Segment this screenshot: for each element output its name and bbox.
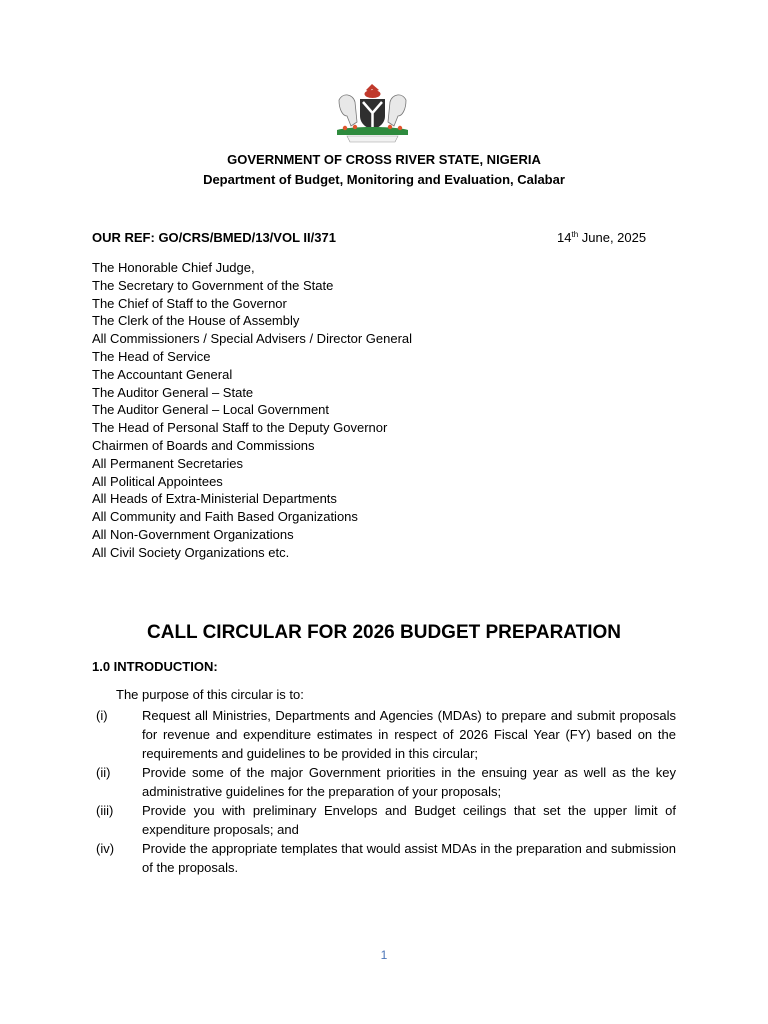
- letter-date: [557, 230, 646, 245]
- item-number: (ii): [96, 765, 111, 780]
- reference-number: OUR REF: GO/CRS/BMED/13/VOL II/371: [92, 230, 336, 245]
- purpose-list: [96, 706, 676, 877]
- date-suffix: th: [571, 230, 579, 239]
- item-text: Request all Ministries, Departments and Agencies (MDAs) to prepare and submit proposals for revenue and expenditure estimates in respect of 2026 Fiscal Year (FY) based on the requirements and guidelines to be provided in this circular;: [142, 708, 676, 761]
- purpose-item: [96, 801, 676, 839]
- date-day: 14: [557, 230, 572, 245]
- recipient-item: The Head of Service: [92, 348, 211, 364]
- government-name: GOVERNMENT OF CROSS RIVER STATE, NIGERIA: [227, 152, 541, 167]
- intro-text: The purpose of this circular is to:: [116, 687, 304, 702]
- page-number: 1: [380, 948, 388, 962]
- item-text: Provide the appropriate templates that would assist MDAs in the preparation and submission of the proposals.: [142, 841, 676, 875]
- recipient-item: All Permanent Secretaries: [92, 455, 244, 471]
- recipient-item: All Commissioners / Special Advisers / Director General: [92, 331, 413, 347]
- item-number: (i): [96, 708, 108, 723]
- recipient-item: All Non-Government Organizations: [92, 526, 294, 542]
- item-text: Provide you with preliminary Envelops and Budget ceilings that set the upper limit of expenditure proposals; and: [142, 803, 676, 837]
- recipient-item: The Clerk of the House of Assembly: [92, 313, 300, 329]
- recipient-item: The Auditor General – State: [92, 384, 254, 400]
- item-text: Provide some of the major Government priorities in the ensuing year as well as the key administrative guidelines for the preparation of your proposals;: [142, 765, 676, 799]
- recipient-item: The Honorable Chief Judge,: [92, 260, 255, 275]
- nigeria-coat-of-arms-icon: [325, 82, 420, 144]
- circular-title: CALL CIRCULAR FOR 2026 BUDGET PREPARATION: [147, 622, 621, 643]
- recipient-item: The Accountant General: [92, 366, 233, 382]
- department-name: Department of Budget, Monitoring and Evaluation, Calabar: [203, 172, 565, 187]
- section-heading: 1.0 INTRODUCTION:: [92, 659, 218, 674]
- date-rest: June, 2025: [578, 230, 647, 245]
- recipient-item: The Secretary to Government of the State: [92, 277, 334, 293]
- recipient-item: All Community and Faith Based Organizations: [92, 509, 358, 525]
- purpose-item: [96, 839, 676, 877]
- purpose-item: [96, 763, 676, 801]
- recipient-item: The Chief of Staff to the Governor: [92, 295, 287, 311]
- recipient-item: The Auditor General – Local Government: [92, 402, 330, 418]
- recipient-item: All Civil Society Organizations etc.: [92, 544, 290, 560]
- recipient-item: All Political Appointees: [92, 473, 223, 489]
- item-number: (iv): [96, 841, 115, 856]
- recipient-item: Chairmen of Boards and Commissions: [92, 437, 315, 453]
- recipient-item: The Head of Personal Staff to the Deputy Governor: [92, 420, 388, 436]
- item-number: (iii): [96, 803, 114, 818]
- recipient-list: [92, 259, 412, 562]
- purpose-item: [96, 706, 676, 763]
- recipient-item: All Heads of Extra-Ministerial Departments: [92, 491, 337, 507]
